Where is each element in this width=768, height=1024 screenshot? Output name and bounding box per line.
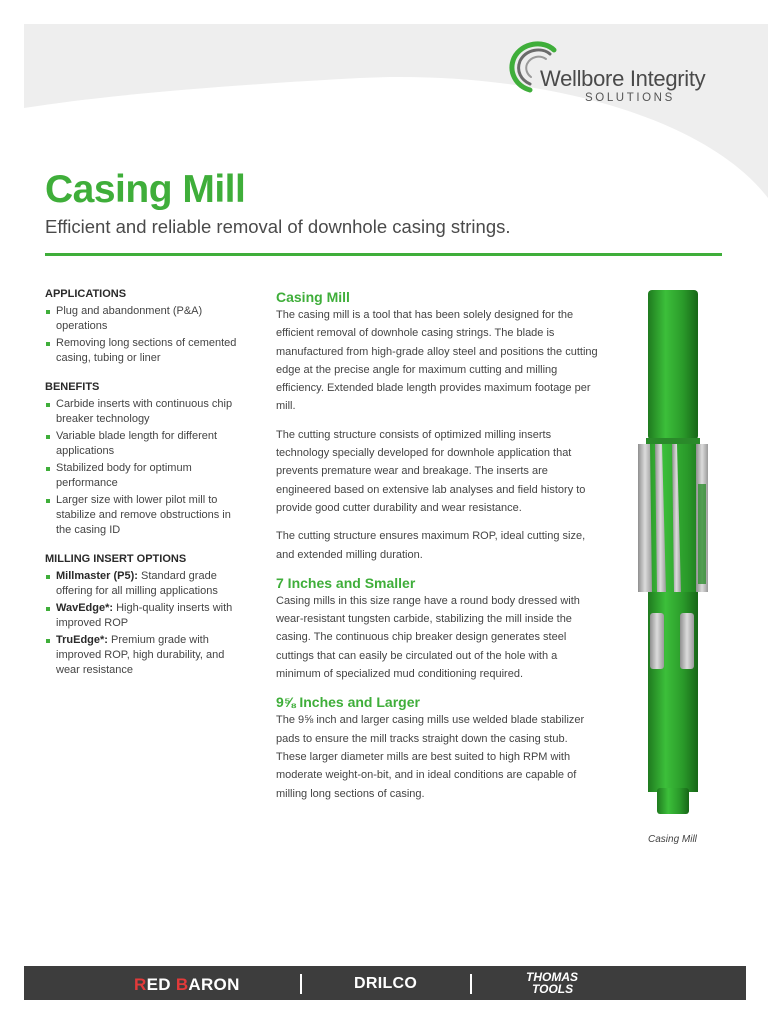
logo-subtitle: SOLUTIONS	[585, 92, 675, 104]
footer-separator	[470, 974, 472, 994]
list-item	[45, 633, 245, 678]
insert-name: Millmaster (P5):	[56, 570, 138, 582]
body-paragraph: Casing mills in this size range have a round body dressed with wear-resistant tungsten carbide, stabilizing the mill inside the casing. The continuous chip breaker design generates steel cuttings that can easily be circulated out of the hole with a minimum of specialized mud conditioning required.	[276, 594, 580, 681]
list-item: Removing long sections of cemented casing, tubing or liner	[45, 336, 245, 366]
section-heading: Casing Mill	[276, 289, 350, 305]
body-paragraph: The 9⅝ inch and larger casing mills use welded blade stabilizer pads to ensure the mill tracks straight down the casing stub. These larger diameter mills are best suited to high RPM with moderate weight-on-bit, and in ideal conditions are capable of milling long sections of casing.	[276, 714, 585, 800]
insert-description: Standard grade offering for all milling applications	[56, 570, 218, 597]
list-item	[45, 569, 245, 599]
page-subtitle: Efficient and reliable removal of downhole casing strings.	[45, 216, 511, 237]
company-logo	[506, 38, 728, 108]
list-item: Larger size with lower pilot mill to stabilize and remove obstructions in the casing ID	[45, 493, 245, 538]
logo-wordmark: Wellbore Integrity	[540, 66, 706, 91]
section-heading: 7 Inches and Smaller	[276, 574, 416, 591]
sidebar-column	[45, 287, 245, 678]
red-baron-logo: RED BARON	[134, 975, 240, 994]
insert-name: WavEdge*:	[56, 602, 114, 614]
applications-list	[45, 304, 245, 366]
footer-brand-bar	[24, 966, 746, 1000]
applications-heading: APPLICATIONS	[45, 288, 127, 300]
insert-description: Premium grade with improved ROP, high durability, and wear resistance	[56, 634, 225, 676]
main-column	[276, 288, 598, 813]
insert-options-list	[45, 569, 245, 678]
benefits-heading: BENEFITS	[45, 381, 100, 393]
list-item: Plug and abandonment (P&A) operations	[45, 304, 245, 334]
insert-name: TruEdge*:	[56, 634, 108, 646]
benefits-list	[45, 397, 245, 538]
list-item	[45, 601, 245, 631]
body-paragraph: The casing mill is a tool that has been solely designed for the efficient removal of downhole casing strings. The blade is manufactured from high-grade alloy steel and positions the cutting edge at the precise angle for maximum cutting and milling efficiency. Extended blade length provides maximum footage per mill.	[276, 309, 598, 413]
list-item: Carbide inserts with continuous chip breaker technology	[45, 397, 245, 427]
casing-mill-illustration	[628, 288, 708, 818]
section-heading: 9⅝ Inches and Larger	[276, 694, 420, 711]
insert-options-heading: MILLING INSERT OPTIONS	[45, 553, 187, 565]
body-paragraph: The cutting structure ensures maximum ROP, ideal cutting size, and extended milling duration.	[276, 530, 586, 561]
title-divider	[45, 253, 722, 256]
thomas-tools-logo: THOMAS TOOLS	[526, 970, 578, 996]
footer-separator	[300, 974, 302, 994]
page-title: Casing Mill	[45, 168, 246, 211]
drilco-logo: DRILCO	[354, 975, 418, 992]
list-item: Variable blade length for different applications	[45, 429, 245, 459]
body-paragraph: The cutting structure consists of optimized milling inserts technology specially developed for downhole application that prevents premature wear and breakage. The inserts are engineered based on extensive lab analyses and field history to provide good cutter durability and wear resistance.	[276, 428, 586, 514]
insert-description: High-quality inserts with improved ROP	[56, 602, 233, 629]
list-item: Stabilized body for optimum performance	[45, 461, 245, 491]
figure-caption: Casing Mill	[648, 834, 697, 845]
